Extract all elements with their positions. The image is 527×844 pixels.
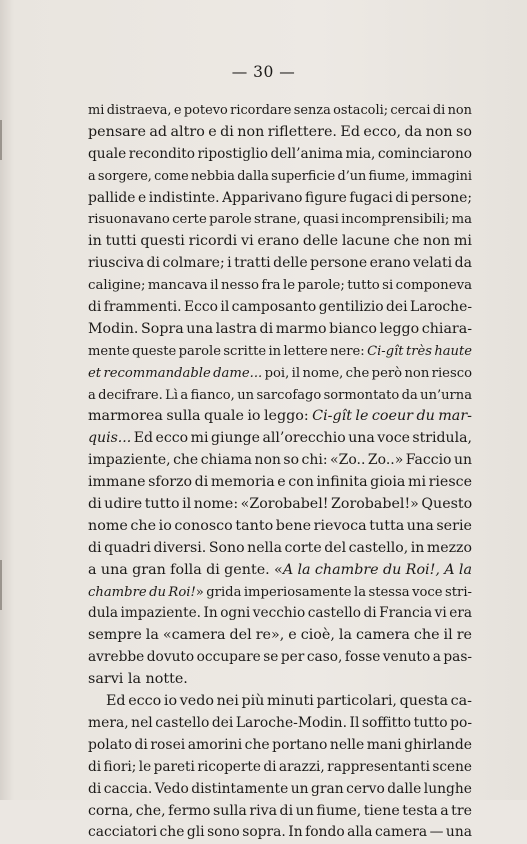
text-line: [88, 144, 472, 166]
text-line: [88, 713, 472, 735]
text-line: [88, 472, 472, 494]
text-segment: marmorea sulla quale io leggo:: [88, 408, 313, 425]
text-segment: avrebbe dovuto occupare se per caso, fosse venuto a pas-: [88, 649, 472, 666]
text-line: [88, 122, 472, 144]
text-segment: pallide e indistinte. Apparivano figure fugaci di persone;: [88, 189, 472, 206]
text-segment: cacciatori che gli sono sopra. In fondo alla camera — una: [88, 824, 472, 841]
text-segment: polato di rosei amorini che portano nelle mani ghirlande: [88, 736, 472, 753]
italic-text-segment: Ci-gît le coeur du mar-: [312, 408, 472, 425]
text-segment: nome che io conosco tanto bene rievoca tutta una serie: [88, 517, 472, 534]
text-segment: di caccia. Vedo distintamente un gran cervo dalle lunghe: [88, 780, 472, 797]
text-line: [88, 582, 472, 604]
italic-text-segment: Ci-gît très haute: [367, 343, 472, 359]
text-segment: Modin. Sopra una lastra di marmo bianco leggo chiara-: [88, 320, 472, 337]
text-segment: impaziente, che chiama non so chi: «Zo.. Zo..» Faccio un: [88, 452, 472, 469]
text-line: [88, 406, 472, 428]
text-line: [88, 669, 472, 691]
text-line: [88, 188, 472, 210]
text-segment: » grida imperiosamente la stessa voce stri-: [195, 584, 472, 600]
text-segment: riusciva di colmare; i tratti delle persone erano velati da: [88, 255, 472, 272]
text-line: [88, 166, 472, 188]
text-line: [88, 560, 472, 582]
text-line: [88, 450, 472, 472]
text-line: [88, 603, 472, 625]
text-line: [88, 341, 472, 363]
text-line: [88, 691, 472, 713]
text-line: [88, 757, 472, 779]
text-segment: Ed ecco io vedo nei più minuti particolari, questa ca-: [106, 693, 472, 710]
text-line: [88, 209, 472, 231]
text-segment: in tutti questi ricordi vi erano delle lacune che non mi: [88, 233, 472, 250]
page-edge-mark: [0, 560, 2, 610]
text-segment: corna, che, fermo sulla riva di un fiume, tiene testa a tre: [88, 802, 472, 819]
text-segment: pensare ad altro e di non riflettere. Ed ecco, da non so: [88, 123, 472, 140]
text-segment: di udire tutto il nome: «Zorobabel! Zorobabel!» Questo: [88, 496, 472, 513]
text-line: [88, 275, 472, 297]
text-segment: mi distraeva, e potevo ricordare senza ostacoli; cercai di non: [88, 103, 472, 118]
text-segment: immane sforzo di memoria e con infinita gioia mi riesce: [88, 474, 472, 491]
text-segment: Ed ecco mi giunge all’orecchio una voce stridula,: [131, 430, 472, 447]
text-line: [88, 363, 472, 385]
text-segment: di frammenti. Ecco il camposanto gentilizio dei Laroche-: [88, 299, 472, 316]
text-line: [88, 779, 472, 801]
text-segment: di fiori; le pareti ricoperte di arazzi, rappresentanti scene: [88, 758, 472, 775]
text-line: [88, 516, 472, 538]
text-segment: mera, nel castello dei Laroche-Modin. Il soffitto tutto po-: [88, 714, 472, 731]
italic-text-segment: chambre du Roi!: [88, 584, 196, 600]
text-line: [88, 494, 472, 516]
text-line: [88, 428, 472, 450]
body-text: [88, 100, 472, 844]
text-segment: di quadri diversi. Sono nella corte del castello, in mezzo: [88, 539, 472, 556]
text-segment: quale recondito ripostiglio dell’anima mia, cominciarono: [88, 145, 472, 162]
text-segment: dula impaziente. In ogni vecchio castello di Francia vi era: [88, 605, 472, 622]
text-line: [88, 100, 472, 122]
text-segment: mente queste parole scritte in lettere nere:: [88, 343, 368, 359]
text-line: [88, 735, 472, 757]
italic-text-segment: A la chambre du Roi!, A la: [282, 561, 472, 578]
text-line: [88, 319, 472, 341]
text-line: [88, 801, 472, 823]
text-line: [88, 253, 472, 275]
italic-text-segment: et recommandable dame...: [88, 365, 263, 381]
text-line: [88, 538, 472, 560]
text-line: [88, 231, 472, 253]
text-segment: a decifrare. Lì a fianco, un sarcofago sormontato da un’urna: [88, 387, 472, 403]
text-line: [88, 385, 472, 407]
page-number: — 30 —: [231, 63, 296, 81]
text-segment: caligine; mancava il nesso fra le parole; tutto si componeva: [88, 278, 472, 294]
text-segment: a una gran folla di gente. «: [88, 561, 283, 578]
italic-text-segment: quis...: [88, 430, 132, 447]
text-segment: poi, il nome, che però non riesco: [262, 365, 472, 381]
text-segment: sempre la «camera del re», e cioè, la camera che il re: [88, 627, 472, 644]
text-segment: risuonavano certe parole strane, quasi incomprensibili; ma: [88, 212, 472, 228]
text-segment: a sorgere, come nebbia dalla superficie d’un fiume, immagini: [88, 168, 472, 184]
text-line: [88, 297, 472, 319]
text-line: [88, 822, 472, 844]
page-edge-mark: [0, 120, 2, 160]
text-line: [88, 647, 472, 669]
text-segment: sarvi la notte.: [88, 671, 188, 688]
text-line: [88, 625, 472, 647]
